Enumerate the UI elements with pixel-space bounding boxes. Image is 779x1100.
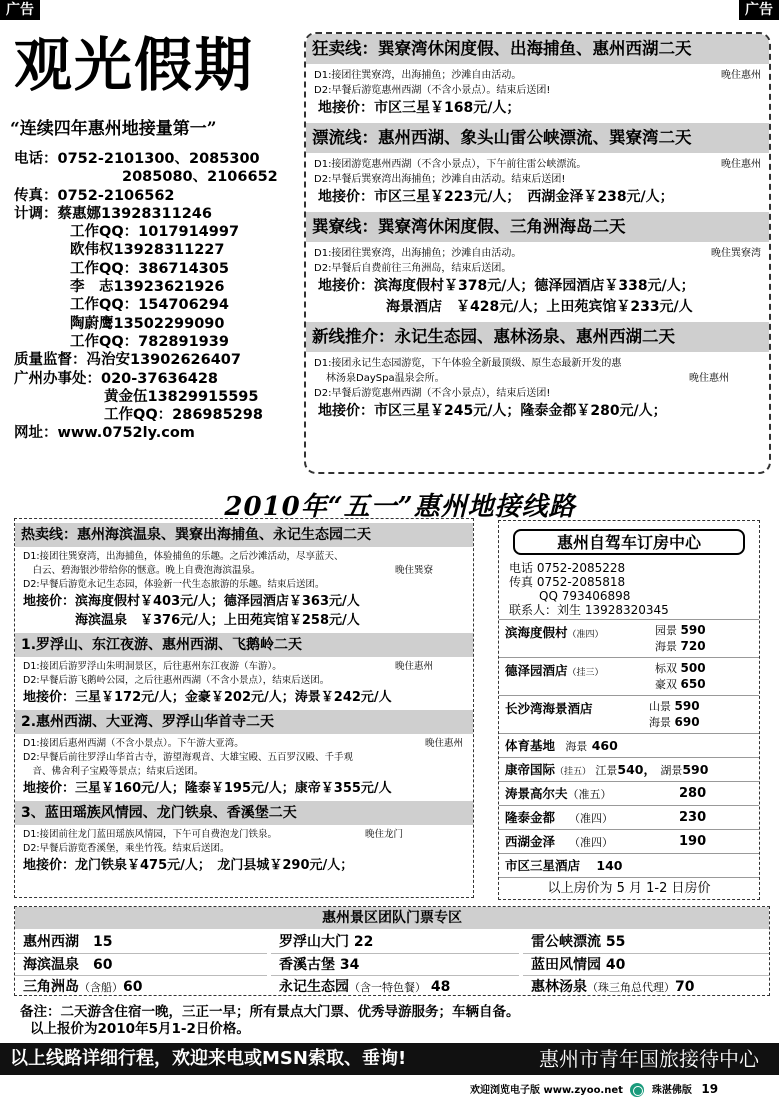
hotel-center-title: 惠州自驾车订房中心 — [513, 529, 745, 555]
ticket-item: 蓝田风情园 40 — [523, 953, 769, 975]
route-day-2: D2:早餐后前往罗浮山华首古寺，游望海观音、大雄宝殿、五百罗汉殿、千手观 — [23, 752, 354, 763]
room-price: 540， — [617, 762, 656, 777]
route-day-2-cont: 音、佛舍利子宝殿等景点；结束后送团。 — [23, 766, 204, 777]
room-price: 460 — [591, 738, 618, 753]
route-day-2: D2:早餐后自费前往三角洲岛，结束后送团。 — [314, 263, 512, 274]
route-title: 新线推介：永记生态园、惠林汤泉、惠州西湖二天 — [306, 322, 769, 352]
qq-line: 工作QQ：782891939 — [70, 333, 229, 350]
hotel-row — [499, 695, 759, 733]
note-line: 备注：二天游含住宿一晚，三正一早；所有景点大门票、优秀导游服务；车辆自备。 — [20, 1004, 520, 1020]
featured-routes-box — [304, 32, 771, 474]
hotel-row: 涛景高尔夫（准五） 280 — [499, 781, 759, 805]
room-price: 海景 720 — [655, 639, 706, 653]
route-day-1: D1:接团往巽寮湾，出海捕鱼；沙滩自由活动。 晚住惠州 — [314, 70, 761, 81]
room-price: 140 — [596, 858, 623, 873]
route-price: 地接价：滨海度假村￥378元/人；德泽园酒店￥338元/人； — [318, 278, 695, 294]
brand-title: 观光假期 — [14, 31, 255, 99]
route-day-2: D2:早餐后游览香溪堡，乘坐竹筏。结束后送团。 — [23, 843, 230, 854]
note-line: 以上报价为2010年5月1-2日价格。 — [30, 1021, 250, 1037]
route-day-1-cont: 白云、碧海银沙带给你的惬意。晚上自费泡海滨温泉。 晚住巽寮 — [23, 565, 433, 576]
hotel-fax: 传真 0752-2085818 — [509, 575, 626, 589]
hotel-name: 长沙湾海景酒店 — [505, 701, 593, 716]
hotel-name: 西湖金泽 — [505, 834, 556, 849]
phone-line-2: 2085080、2106652 — [122, 169, 278, 186]
room-price: 230 — [679, 810, 707, 825]
hotel-name: 市区三星酒店 — [505, 858, 581, 873]
hotel-price-note: 以上房价为 5 月 1-2 日房价 — [499, 877, 759, 900]
ad-tag-right: 广告 — [739, 0, 779, 20]
notes — [20, 1004, 760, 1038]
room-price: 280 — [679, 786, 707, 801]
page-footer — [470, 1080, 770, 1098]
hotel-row: 西湖金泽 （准四） 190 — [499, 829, 759, 853]
route-day-2: D2:早餐后游览惠州西湖（不含小景点），结束后送团! — [314, 388, 551, 399]
ticket-item: 惠州西湖 15 — [23, 934, 113, 950]
stay-note: 晚住惠州 — [721, 159, 761, 170]
stay-note: 晚住惠州 — [721, 70, 761, 81]
route-day-1: D1:接团游览惠州西湖（不含小景点），下午前往雷公峡漂流。 晚住惠州 — [314, 159, 761, 170]
route-price: 地接价：市区三星￥245元/人；隆泰金都￥280元/人； — [318, 403, 667, 419]
hotel-row — [499, 657, 759, 695]
route-price: 地接价：三星￥160元/人；隆泰￥195元/人；康帝￥355元/人 — [23, 781, 392, 796]
room-price: 豪双 650 — [655, 677, 706, 691]
stay-note: 晚住惠州 — [424, 738, 463, 749]
route-day-2: D2:早餐后巽寮湾出海捕鱼；沙滩自由活动。结束后送团! — [314, 174, 566, 185]
route-price: 地接价：市区三星￥168元/人； — [318, 100, 521, 116]
page-number: 19 — [701, 1082, 719, 1096]
staff-line: 陶蔚鹰13502299090 — [70, 315, 225, 332]
qq-line: 工作QQ：386714305 — [70, 260, 229, 277]
route-day-2: D2:早餐后游览永记生态园，体验新一代生态旅游的乐趣。结束后送团。 — [23, 579, 325, 590]
gz-staff-line: 黄金伍13829915595 — [104, 388, 259, 405]
room-price: 190 — [679, 834, 707, 849]
staff-line: 计调：蔡惠娜13928311246 — [14, 205, 212, 222]
route-title: 狂卖线：巽寮湾休闲度假、出海捕鱼、惠州西湖二天 — [306, 34, 769, 64]
staff-line: 李 志13923621926 — [70, 279, 225, 296]
ticket-item: 香溪古堡 34 — [271, 953, 519, 975]
hotel-row — [499, 619, 759, 657]
route-day-1: D1:接团往巽寮湾，出海捕鱼；沙滩自由活动。 晚住巽寮湾 — [314, 248, 761, 259]
hotel-name: 涛景高尔夫 — [505, 786, 568, 801]
hotel-row: 体育基地 海景 460 — [499, 733, 759, 757]
route-title: 2.惠州西湖、大亚湾、罗浮山华首寺二天 — [15, 710, 473, 734]
route-day-2: D2:早餐后游飞鹅岭公园，之后往惠州西湖（不含小景点），结束后送团。 — [23, 675, 330, 686]
route-day-2: D2:早餐后游览惠州西湖（不含小景点）。结束后送团! — [314, 85, 551, 96]
route-day-1: D1:接团后游罗浮山朱明洞景区，后往惠州东江夜游（车游）。 晚住惠州 — [23, 661, 433, 672]
route-title: 3、蓝田瑶族风情园、龙门铁泉、香溪堡二天 — [15, 801, 473, 825]
hotel-row: 隆泰金都 （准四） 230 — [499, 805, 759, 829]
route-day-1: D1:接团前往龙门蓝田瑶族风情园，下午可自费泡龙门铁泉。 晚住龙门 — [23, 829, 403, 840]
website-line: 网址：www.0752ly.com — [14, 425, 195, 442]
qq-line: 工作QQ：154706294 — [70, 297, 229, 314]
route-title: 巽寮线：巽寮湾休闲度假、三角洲海岛二天 — [306, 212, 769, 242]
route-price: 地接价：滨海度假村￥403元/人；德泽园酒店￥363元/人 — [23, 594, 360, 609]
footer-edition: 珠湛佛版 — [651, 1085, 692, 1096]
ticket-item: 惠林汤泉（珠三角总代理）70 — [523, 975, 769, 996]
room-price: 标双 500 — [655, 661, 706, 675]
ticket-item: 海滨温泉 60 — [15, 953, 267, 975]
route-title: 1.罗浮山、东江夜游、惠州西湖、飞鹅岭二天 — [15, 633, 473, 657]
banner-agency-name: 惠州市青年国旅接待中心 — [539, 1047, 759, 1071]
hotel-row: 康帝国际（挂五） 江景540， 湖景590 — [499, 757, 759, 781]
stay-note: 晚住巽寮 — [394, 565, 433, 576]
ticket-item: 永记生态园（含一特色餐） 48 — [271, 975, 519, 996]
route-price: 海滨温泉 ￥376元/人；上田苑宾馆￥258元/人 — [23, 613, 360, 628]
stay-note: 晚住惠州 — [394, 661, 433, 672]
ticket-box — [14, 906, 770, 996]
bottom-banner — [0, 1043, 779, 1075]
route-price: 海景酒店 ￥428元/人；上田苑宾馆￥233元/人 — [386, 299, 693, 315]
route-title: 漂流线：惠州西湖、象头山雷公峡漂流、巽寮湾二天 — [306, 123, 769, 153]
route-day-1: D1:接团后惠州西湖（不含小景点）。下午游大亚湾。 晚住惠州 — [23, 738, 463, 749]
contact-block — [14, 150, 304, 443]
room-price: 海景 690 — [649, 715, 700, 729]
hotel-name: 康帝国际 — [505, 762, 556, 777]
fax-line: 传真：0752-2106562 — [14, 187, 175, 204]
ticket-item: 三角洲岛（含船）60 — [15, 975, 267, 996]
route-day-1: D1:接团往巽寮湾，出海捕鱼，体验捕鱼的乐趣。之后沙滩活动，尽享蓝天、 — [23, 551, 344, 562]
may-day-title: 2010年“五一”惠州地接线路 — [224, 492, 576, 522]
hotel-name: 德泽园酒店（挂三） — [505, 663, 604, 678]
stay-note: 晚住巽寮湾 — [711, 248, 761, 259]
stay-note: 晚住龙门 — [364, 829, 403, 840]
hotel-contact: 联系人：刘生 13928320345 — [509, 603, 669, 617]
route-day-1: D1:接团永记生态园游览，下午体验全新最顶级、原生态最新开发的惠 — [314, 358, 622, 369]
ad-tag-left: 广告 — [0, 0, 40, 20]
hotel-name: 体育基地 — [505, 738, 556, 753]
route-day-1-cont: 林汤泉DaySpa温泉会所。 晚住惠州 — [326, 373, 729, 384]
room-price: 园景 590 — [655, 623, 706, 637]
hotel-name: 隆泰金都 — [505, 810, 556, 825]
ticket-item: 雷公峡漂流 55 — [531, 934, 626, 950]
route-price: 地接价：龙门铁泉￥475元/人； 龙门县城￥290元/人； — [23, 858, 354, 873]
hotel-booking-box — [498, 520, 760, 900]
route-title: 热卖线：惠州海滨温泉、巽寮出海捕鱼、永记生态园二天 — [15, 523, 473, 547]
ticket-item: 罗浮山大门 22 — [279, 934, 374, 950]
gz-office-line: 广州办事处：020-37636428 — [14, 370, 218, 387]
hotel-qq: QQ 793406898 — [539, 589, 631, 603]
hotel-row — [499, 853, 759, 877]
phone-line: 电话：0752-2101300、2085300 — [14, 151, 260, 167]
gz-qq-line: 工作QQ：286985298 — [104, 407, 263, 424]
publisher-logo-icon — [630, 1083, 644, 1097]
stay-note: 晚住惠州 — [689, 373, 729, 384]
quality-line: 质量监督：冯治安13902626407 — [14, 352, 241, 369]
banner-inquiry-text: 以上线路详细行程，欢迎来电或MSN索取、垂询! — [10, 1048, 407, 1069]
footer-site-link[interactable]: 欢迎浏览电子版 www.zyoo.net — [470, 1085, 623, 1096]
route-price: 地接价：市区三星￥223元/人； 西湖金泽￥238元/人； — [318, 189, 674, 205]
room-price: 山景 590 — [649, 699, 700, 713]
staff-line: 欧伟权13928311227 — [70, 242, 225, 259]
hotel-name: 滨海度假村（准四） — [505, 625, 604, 640]
may-routes-box — [14, 518, 474, 898]
room-price: 590 — [682, 762, 709, 777]
qq-line: 工作QQ：1017914997 — [70, 224, 240, 241]
hotel-phone: 电话 0752-2085228 — [509, 561, 626, 575]
route-price: 地接价：三星￥172元/人；金豪￥202元/人；涛景￥242元/人 — [23, 690, 392, 705]
ticket-title: 惠州景区团队门票专区 — [15, 907, 769, 929]
brand-slogan: “连续四年惠州地接量第一” — [10, 119, 217, 139]
